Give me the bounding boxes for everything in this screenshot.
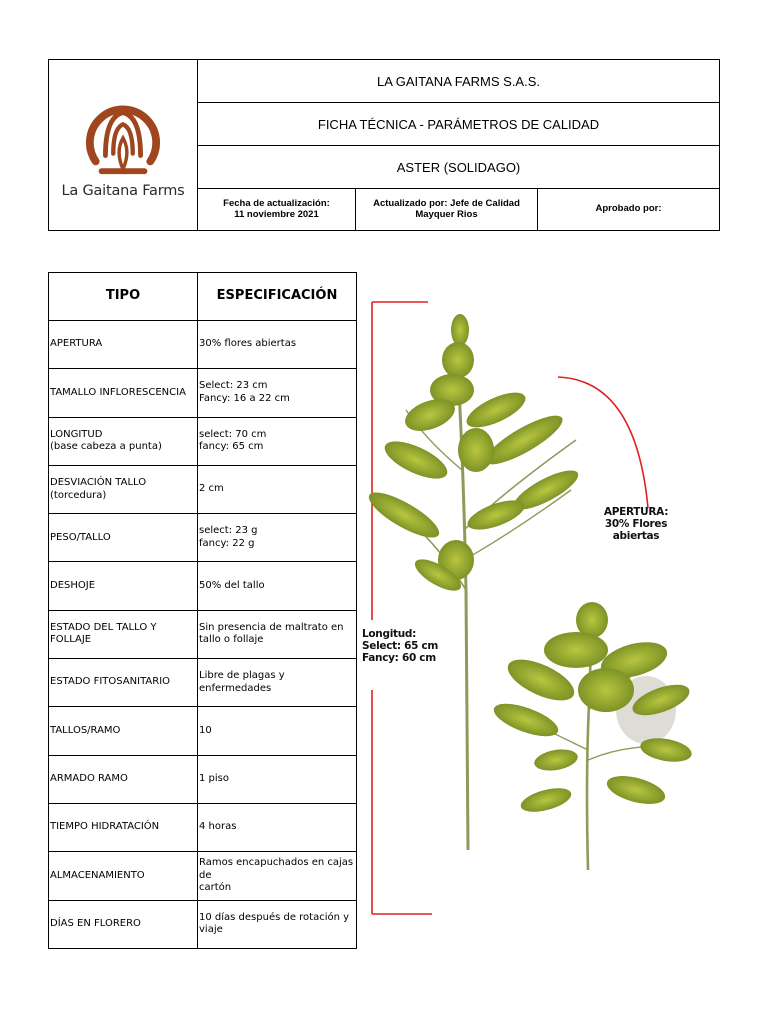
update-date-cell bbox=[198, 189, 356, 230]
tipo-cell bbox=[49, 755, 198, 803]
spec-cell-line: Ramos encapuchados en cajas de bbox=[199, 857, 354, 881]
tipo-cell-line: DESVIACIÓN TALLO (torcedura) bbox=[50, 477, 147, 501]
company-logo bbox=[49, 60, 198, 230]
header-info bbox=[198, 60, 719, 230]
tipo-cell-line: TALLOS/RAMO bbox=[50, 724, 121, 736]
spec-cell bbox=[198, 417, 357, 465]
tipo-cell-line: PESO/TALLO bbox=[50, 531, 111, 543]
tipo-cell bbox=[49, 369, 198, 417]
spec-cell-line: 30% flores abiertas bbox=[199, 338, 297, 350]
table-row bbox=[49, 369, 357, 417]
tipo-cell bbox=[49, 900, 198, 948]
tipo-cell-line: ALMACENAMIENTO bbox=[50, 869, 145, 881]
tipo-cell-line: LONGITUD bbox=[50, 428, 103, 440]
spec-cell-line: 10 bbox=[199, 724, 212, 736]
tipo-cell bbox=[49, 321, 198, 369]
spec-cell bbox=[198, 610, 357, 658]
apertura-value: 30% Flores abiertas bbox=[604, 518, 668, 543]
table-row bbox=[49, 610, 357, 658]
approved-by-cell bbox=[538, 189, 719, 230]
tipo-cell bbox=[49, 514, 198, 562]
longitud-label: Longitud: bbox=[362, 628, 417, 640]
spec-cell-line2: tallo o follaje bbox=[199, 634, 264, 646]
spec-cell-line: Select: 23 cm bbox=[199, 380, 268, 392]
spec-cell-line2: Fancy: 16 a 22 cm bbox=[199, 392, 290, 404]
spec-cell bbox=[198, 803, 357, 851]
spec-cell-line: 2 cm bbox=[199, 483, 224, 495]
tipo-cell bbox=[49, 610, 198, 658]
spec-cell-line: Libre de plagas y enfermedades bbox=[199, 670, 285, 694]
spec-cell bbox=[198, 852, 357, 900]
spec-cell-line: 1 piso bbox=[199, 773, 229, 785]
company-name: LA GAITANA FARMS S.A.S. bbox=[198, 60, 719, 103]
update-date-value: 11 noviembre 2021 bbox=[234, 208, 319, 220]
solidago-illustration bbox=[356, 290, 768, 930]
updated-by-name: Mayquer Rios bbox=[415, 208, 478, 220]
spec-cell-line: select: 23 g bbox=[199, 525, 258, 537]
apertura-label: APERTURA: bbox=[603, 506, 669, 518]
tipo-cell-line: APERTURA bbox=[50, 338, 103, 350]
tipo-cell bbox=[49, 417, 198, 465]
spec-table bbox=[48, 272, 357, 949]
tipo-cell-line: DÍAS EN FLORERO bbox=[50, 917, 141, 929]
document-title: FICHA TÉCNICA - PARÁMETROS DE CALIDAD bbox=[198, 103, 719, 146]
spec-cell bbox=[198, 465, 357, 513]
table-row bbox=[49, 852, 357, 900]
tipo-cell-line: DESHOJE bbox=[50, 579, 96, 591]
table-row bbox=[49, 707, 357, 755]
tipo-cell-line: ESTADO DEL TALLO Y FOLLAJE bbox=[50, 621, 157, 646]
spec-cell bbox=[198, 900, 357, 948]
spec-cell-line2: fancy: 22 g bbox=[199, 537, 255, 549]
table-row bbox=[49, 417, 357, 465]
tipo-cell bbox=[49, 465, 198, 513]
spec-cell bbox=[198, 562, 357, 610]
spec-cell-line: Sin presencia de maltrato en bbox=[199, 621, 344, 633]
tipo-cell bbox=[49, 659, 198, 707]
column-header-especificacion: ESPECIFICACIÓN bbox=[198, 273, 357, 321]
table-row bbox=[49, 465, 357, 513]
logo-text: La Gaitana Farms bbox=[61, 183, 185, 199]
tipo-cell-line: ARMADO RAMO bbox=[50, 773, 128, 785]
spec-cell-line2: viaje bbox=[199, 924, 223, 936]
tipo-cell bbox=[49, 707, 198, 755]
column-header-tipo: TIPO bbox=[49, 273, 198, 321]
tipo-cell bbox=[49, 803, 198, 851]
spec-cell bbox=[198, 514, 357, 562]
tipo-cell bbox=[49, 562, 198, 610]
tipo-cell-line: TAMALLO INFLORESCENCIA bbox=[50, 386, 186, 398]
spec-cell-line: 10 días después de rotación y bbox=[199, 911, 350, 923]
spec-table-body bbox=[49, 321, 357, 949]
tipo-cell-line2: (base cabeza a punta) bbox=[50, 441, 162, 453]
table-row bbox=[49, 659, 357, 707]
spec-table-header bbox=[49, 273, 357, 321]
small-bouquet-plant-icon bbox=[490, 602, 694, 870]
tipo-cell bbox=[49, 852, 198, 900]
table-row bbox=[49, 803, 357, 851]
longitud-select: Select: 65 cm bbox=[362, 640, 439, 653]
table-row bbox=[49, 755, 357, 803]
update-date-label: Fecha de actualización: bbox=[223, 198, 330, 210]
product-name: ASTER (SOLIDAGO) bbox=[198, 146, 719, 189]
document-header bbox=[48, 59, 720, 231]
table-row bbox=[49, 900, 357, 948]
length-bracket-icon bbox=[372, 302, 432, 914]
table-row bbox=[49, 562, 357, 610]
spec-cell-line: 50% del tallo bbox=[199, 579, 265, 591]
header-meta bbox=[198, 189, 719, 230]
approved-by-label: Aprobado por: bbox=[595, 203, 662, 215]
spec-cell bbox=[198, 707, 357, 755]
apertura-annotation bbox=[583, 506, 689, 542]
spec-cell bbox=[198, 369, 357, 417]
la-gaitana-logo-icon bbox=[84, 95, 162, 181]
spec-cell-line: select: 70 cm bbox=[199, 428, 267, 440]
table-row bbox=[49, 514, 357, 562]
table-row bbox=[49, 321, 357, 369]
longitud-fancy: Fancy: 60 cm bbox=[362, 652, 436, 665]
longitud-annotation bbox=[362, 628, 438, 664]
updated-by-cell bbox=[356, 189, 538, 230]
spec-cell-line2: cartón bbox=[199, 882, 232, 894]
tipo-cell-line: TIEMPO HIDRATACIÓN bbox=[50, 821, 160, 833]
updated-by-label: Actualizado por: Jefe de Calidad bbox=[373, 198, 520, 210]
spec-cell-line2: fancy: 65 cm bbox=[199, 441, 264, 453]
spec-cell-line: 4 horas bbox=[199, 821, 237, 833]
tipo-cell-line: ESTADO FITOSANITARIO bbox=[50, 676, 171, 688]
spec-cell bbox=[198, 659, 357, 707]
spec-cell bbox=[198, 321, 357, 369]
spec-cell bbox=[198, 755, 357, 803]
